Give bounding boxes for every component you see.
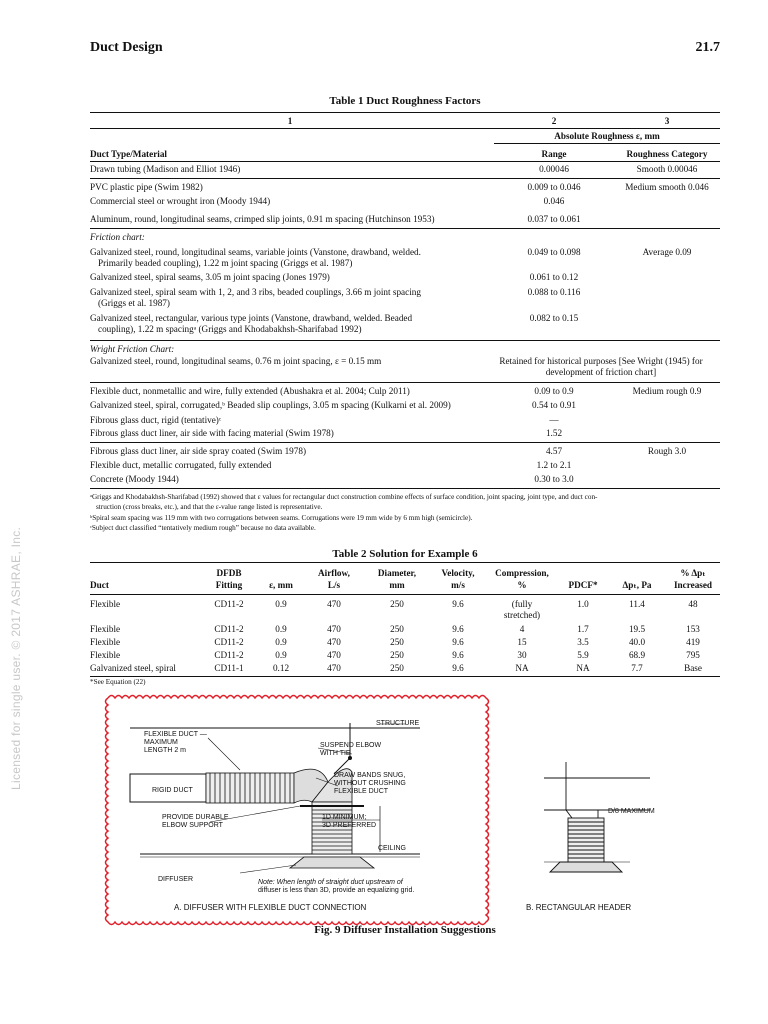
subcaption-a: A. DIFFUSER WITH FLEXIBLE DUCT CONNECTION [174,903,367,912]
subcaption-b: B. RECTANGULAR HEADER [526,903,632,912]
range-cell: Retained for historical purposes [See Wright (1945) for [499,356,703,366]
table-rule [90,112,720,113]
table-cell: 4 [519,624,525,634]
table-cell: CD11-2 [214,624,244,634]
table-cell: 9.6 [452,663,464,673]
material-cell: Galvanized steel, round, longitudinal seams, variable joints (Vanstone, drawband, welded. [90,247,421,257]
col-header: Δpₜ, Pa [622,580,652,590]
table-rule [90,128,720,129]
label-diffuser: DIFFUSER [158,876,193,883]
label-support-1: PROVIDE DURABLE [162,814,229,821]
diffuser-figure [90,692,720,942]
table-cell: 153 [686,624,700,634]
material-cell: Fibrous glass duct, rigid (tentative)ᶜ [90,415,222,425]
label-d8-maximum: D/8 MAXIMUM [608,808,655,815]
table-cell: CD11-2 [214,637,244,647]
range-cell: 0.009 to 0.046 [527,182,581,192]
table-cell: CD11-2 [214,599,244,609]
col-header: Diameter, [377,568,417,578]
material-cell: Flexible duct, nonmetallic and wire, fully extended (Abushakra et al. 2004; Culp 2011) [90,386,410,396]
header-category: Roughness Category [626,149,708,159]
col-header: Fitting [215,580,243,590]
category-cell: Average 0.09 [642,247,692,257]
material-cell: Aluminum, round, longitudinal seams, crimped slip joints, 0.91 m spacing (Hutchinson 1953) [90,214,435,224]
range-cell: 0.049 to 0.098 [527,247,581,257]
label-bands-1: DRAW BANDS SNUG, [334,772,406,779]
table-cell: 3.5 [577,637,589,647]
range-cell: 1.2 to 2.1 [536,460,572,470]
table-rule [90,382,720,383]
col-header: ε, mm [269,580,293,590]
col-header: Airflow, [318,568,350,578]
material-cell: Fibrous glass duct liner, air side spray coated (Swim 1978) [90,446,307,456]
range-cell: 0.30 to 3.0 [534,474,574,484]
table-cell: Galvanized steel, spiral [90,663,176,673]
range-cell: 0.082 to 0.15 [529,313,579,323]
col-header: % [517,580,527,590]
table-cell: 40.0 [628,637,646,647]
category-cell: Medium smooth 0.046 [625,182,709,192]
range-cell: — [549,415,559,425]
col-header: Velocity, [441,568,475,578]
material-cell: Wright Friction Chart: [90,344,175,354]
table-cell: CD11-1 [214,663,244,673]
table-cell: 9.6 [452,599,464,609]
table-cell: stretched) [503,610,541,620]
license-watermark: Licensed for single user. © 2017 ASHRAE, Inc. [9,526,23,790]
range-cell: 0.046 [543,196,565,206]
material-cell: Galvanized steel, spiral seams, 3.05 m joint spacing (Jones 1979) [90,272,330,282]
label-suspend-2: WITH TIE [320,750,351,757]
material-cell: PVC plastic pipe (Swim 1982) [90,182,203,192]
table-cell: 0.12 [272,663,290,673]
label-structure: STRUCTURE [376,720,420,727]
diffuser-graphic [290,857,374,868]
table-cell: 30 [517,650,527,660]
table-cell: 9.6 [452,637,464,647]
material-cell: coupling), 1.22 m spacingᵃ (Griggs and Khodabakhsh-Sharifabad 1992) [98,324,362,334]
table-cell: 250 [390,599,404,609]
table-cell: 15 [517,637,527,647]
material-cell: Drawn tubing (Madison and Elliot 1946) [90,164,241,174]
table-cell: 0.9 [275,637,287,647]
table1-caption: Table 1 Duct Roughness Factors [329,95,481,107]
table-cell: 1.0 [577,599,589,609]
table-rule [90,562,720,563]
table-cell: Base [684,663,702,673]
table1-footnote: ᶜSubject duct classified “tentatively medium rough” because no data available. [90,524,316,532]
col-header: mm [389,580,405,590]
table-rule [494,143,720,144]
header-material: Duct Type/Material [90,149,167,159]
table-cell: NA [515,663,529,673]
range-cell: 0.037 to 0.061 [527,214,581,224]
figure-caption: Fig. 9 Diffuser Installation Suggestions [314,924,496,936]
header-range: Range [541,149,567,159]
material-cell: Primarily beaded coupling), 1.22 m joint spacing (Griggs et al. 1987) [98,258,353,268]
range-cell: 0.00046 [539,164,569,174]
table-rule [90,594,720,595]
table-cell: CD11-2 [214,650,244,660]
label-note-1: Note: When length of straight duct upstream of [258,879,403,886]
table-cell: 68.9 [628,650,646,660]
label-flex-duct-3: LENGTH 2 m [144,747,187,754]
col-number: 1 [287,116,293,126]
label-minimum-2: 3D PREFERRED [322,822,377,829]
table-cell: Flexible [90,624,121,634]
col-header: DFDB [216,568,242,578]
label-minimum-1: 1D MINIMUM; [322,814,367,821]
table-cell: 470 [327,599,341,609]
table-cell: 250 [390,650,404,660]
col-header: Duct [90,580,109,590]
material-cell: Galvanized steel, spiral, corrugated,ᵇ Beaded slip couplings, 3.05 m spacing (Kulkarni et al. 2009) [90,400,451,410]
rectangular-header-graphic [544,762,650,872]
table1-footnote: ᵃGriggs and Khodabakhsh-Sharifabad (1992) showed that ε values for rectangular duct construction combine effects of surface condition, joint spacing, joint type, and duct con- [90,493,598,501]
table2-footnote: *See Equation (22) [90,678,146,686]
table-cell: 7.7 [631,663,643,673]
page-number: 21.7 [695,40,720,55]
table-cell: 1.7 [577,624,589,634]
range-cell: 0.088 to 0.116 [527,287,581,297]
label-bands-2: WITHOUT CRUSHING [334,780,406,787]
table1-footnote: struction (cross breaks, etc.), and that the ε-value range listed is representative. [96,503,323,511]
material-cell: Concrete (Moody 1944) [90,474,179,484]
col-number: 2 [551,116,557,126]
material-cell: Fibrous glass duct liner, air side with facing material (Swim 1978) [90,428,334,438]
solution-table [90,562,720,690]
label-flex-duct-2: MAXIMUM [144,739,178,746]
category-cell: Rough 3.0 [647,446,687,456]
roughness-table [90,112,720,492]
table2-caption: Table 2 Solution for Example 6 [332,548,478,560]
group-header: Absolute Roughness ε, mm [554,131,660,141]
table-cell: 470 [327,650,341,660]
range-cell: 0.54 to 0.91 [532,400,576,410]
table-cell: 0.9 [275,599,287,609]
table-rule [90,676,720,677]
label-rigid-duct: RIGID DUCT [152,787,193,794]
table-cell: 19.5 [628,624,646,634]
material-cell: Friction chart: [90,232,145,242]
material-cell: (Griggs et al. 1987) [98,298,170,308]
table-cell: 470 [327,624,341,634]
table-cell: 9.6 [452,624,464,634]
table-cell: 470 [327,637,341,647]
col-header: L/s [327,580,341,590]
table-rule [90,340,720,341]
table-cell: 470 [327,663,341,673]
label-ceiling: CEILING [378,845,407,852]
table-cell: Flexible [90,650,121,660]
label-note-2: diffuser is less than 3D, provide an equalizing grid. [258,887,415,894]
table-rule [90,161,720,162]
table-cell: 48 [688,599,698,609]
table-cell: 9.6 [452,650,464,660]
col-header: PDCF* [568,580,598,590]
range-cell: 0.061 to 0.12 [529,272,579,282]
table-cell: 5.9 [577,650,589,660]
material-cell: Galvanized steel, round, longitudinal seams, 0.76 m joint spacing, ε = 0.15 mm [90,356,382,366]
table-cell: Flexible [90,637,121,647]
material-cell: Flexible duct, metallic corrugated, fully extended [90,460,272,470]
section-title: Duct Design [90,40,163,55]
table-cell: 419 [686,637,700,647]
range-cell: 4.57 [545,446,563,456]
table-cell: NA [576,663,590,673]
table-rule [90,228,720,229]
label-bands-3: FLEXIBLE DUCT [334,788,389,795]
table-cell: 795 [686,650,700,660]
category-cell: Smooth 0.00046 [636,164,698,174]
range-cell: 0.09 to 0.9 [534,386,574,396]
table-cell: 250 [390,663,404,673]
label-suspend-1: SUSPEND ELBOW [320,742,382,749]
range-cell: 1.52 [545,428,563,438]
label-flex-duct-1: FLEXIBLE DUCT — [144,731,207,738]
material-cell: Galvanized steel, spiral seam with 1, 2, and 3 ribs, beaded couplings, 3.66 m joint spacing [90,287,421,297]
col-header: Compression, [495,568,549,578]
col-header: m/s [451,580,465,590]
table-rule [90,178,720,179]
range-cell: development of friction chart] [545,367,657,377]
table-cell: 0.9 [275,650,287,660]
col-number: 3 [664,116,670,126]
col-header: Increased [673,580,713,590]
table-cell: (fully [511,599,533,609]
table1-footnote: ᵇSpiral seam spacing was 119 mm with two corrugations between seams. Corrugations were 19 mm wide by 6 mm high (semicircle). [90,514,473,522]
flexible-duct-graphic [206,769,352,854]
table-cell: Flexible [90,599,121,609]
material-cell: Commercial steel or wrought iron (Moody 1944) [90,196,271,206]
category-cell: Medium rough 0.9 [632,386,702,396]
table-cell: 250 [390,624,404,634]
table-cell: 250 [390,637,404,647]
table-rule [90,442,720,443]
label-support-2: ELBOW SUPPORT [162,822,223,829]
table-cell: 0.9 [275,624,287,634]
material-cell: Galvanized steel, rectangular, various type joints (Vanstone, drawband, welded. Beaded [90,313,413,323]
table-cell: 11.4 [629,599,645,609]
col-header: % Δpₜ [680,568,706,578]
table-rule [90,488,720,489]
